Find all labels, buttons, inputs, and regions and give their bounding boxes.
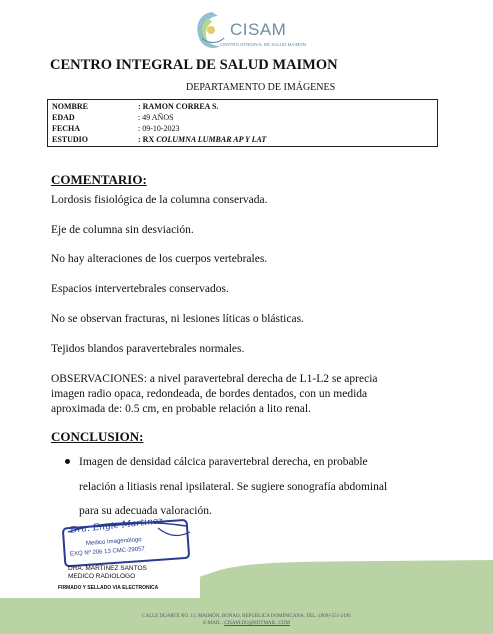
conclusion-line: para su adecuada valoración. [79,505,212,517]
info-value [138,134,266,145]
list-item [51,450,451,524]
stamp-title: Medico Imagenólogo [85,537,142,547]
observaciones-line: OBSERVACIONES: a nivel paravertebral derecha de L1-L2 se aprecia [51,373,378,385]
conclusion-list [51,450,451,524]
comentario-heading: COMENTARIO: [51,172,147,187]
footer-email-line [0,621,493,626]
logo-subtitle: CENTRO INTEGRAL DE SALUD MAIMON [220,42,307,47]
study-name: COLUMNA LUMBAR AP Y LAT [156,135,267,144]
footer-email-label: E-MAIL : [203,621,225,626]
page-title: CENTRO INTEGRAL DE SALUD MAIMON [50,57,338,73]
info-value: : 09-10-2023 [138,124,180,133]
patient-info-box [47,99,438,147]
observaciones-line: imagen radio opaca, redondeada, de bordes dentados, con un medida [51,388,368,400]
department-title: DEPARTAMENTO DE IMÁGENES [186,82,336,93]
finding-line: No se observan fracturas, ni lesiones líticas o blásticas. [51,313,304,325]
footer-email-link[interactable]: CISAM.DO@HOTMAIL .COM [224,621,290,626]
finding-line: Tejidos blandos paravertebrales normales. [51,343,245,355]
info-label: NOMBRE [52,102,88,111]
study-prefix: : RX [138,135,157,144]
info-label: ESTUDIO [52,135,89,144]
cisam-logo [188,8,308,54]
finding-line: Espacios intervertebrales conservados. [51,283,229,295]
doctor-name: DRA. MARTINEZ SANTOS [68,565,147,572]
logo-wordmark: CISAM [230,20,287,39]
stamp-registration: EXQ Nº 206 13 CMC-29057 [69,546,146,558]
bullet-icon [65,459,70,464]
info-label: EDAD [52,113,75,122]
info-label: FECHA [52,124,80,133]
finding-line: No hay alteraciones de los cuerpos vertebrales. [51,253,268,265]
observaciones-line: aproximada de: 0.5 cm, en probable relación a lito renal. [51,403,311,415]
footer-address: CALLE DUARTE NO. 13, MAIMÓN, BONAO, REPUBLICA DOMINICANA, TEL.: (809)-551-2196 [142,614,351,619]
finding-line: Lordosis fisiológica de la columna conservada. [51,194,268,206]
doctor-name-block [68,565,147,581]
handwritten-signature: Dra. Engie Martinez [69,516,164,536]
info-value: : RAMON CORREA S. [138,102,219,111]
electronic-signature-note: FIRMADO Y SELLADO VIA ELECTRONICA [58,585,159,591]
conclusion-text [79,450,449,524]
conclusion-line: Imagen de densidad cálcica paravertebral derecha, en probable [79,456,368,468]
doctor-role: MEDICO RADIOLOGO [68,573,136,580]
logo-emblem-icon [188,8,232,54]
info-value: : 49 AÑOS [138,113,174,122]
conclusion-heading: CONCLUSION: [51,429,144,444]
conclusion-line: relación a litiasis renal ipsilateral. Se sugiere sonografía abdominal [79,480,388,493]
finding-line: Eje de columna sin desviación. [51,224,194,236]
